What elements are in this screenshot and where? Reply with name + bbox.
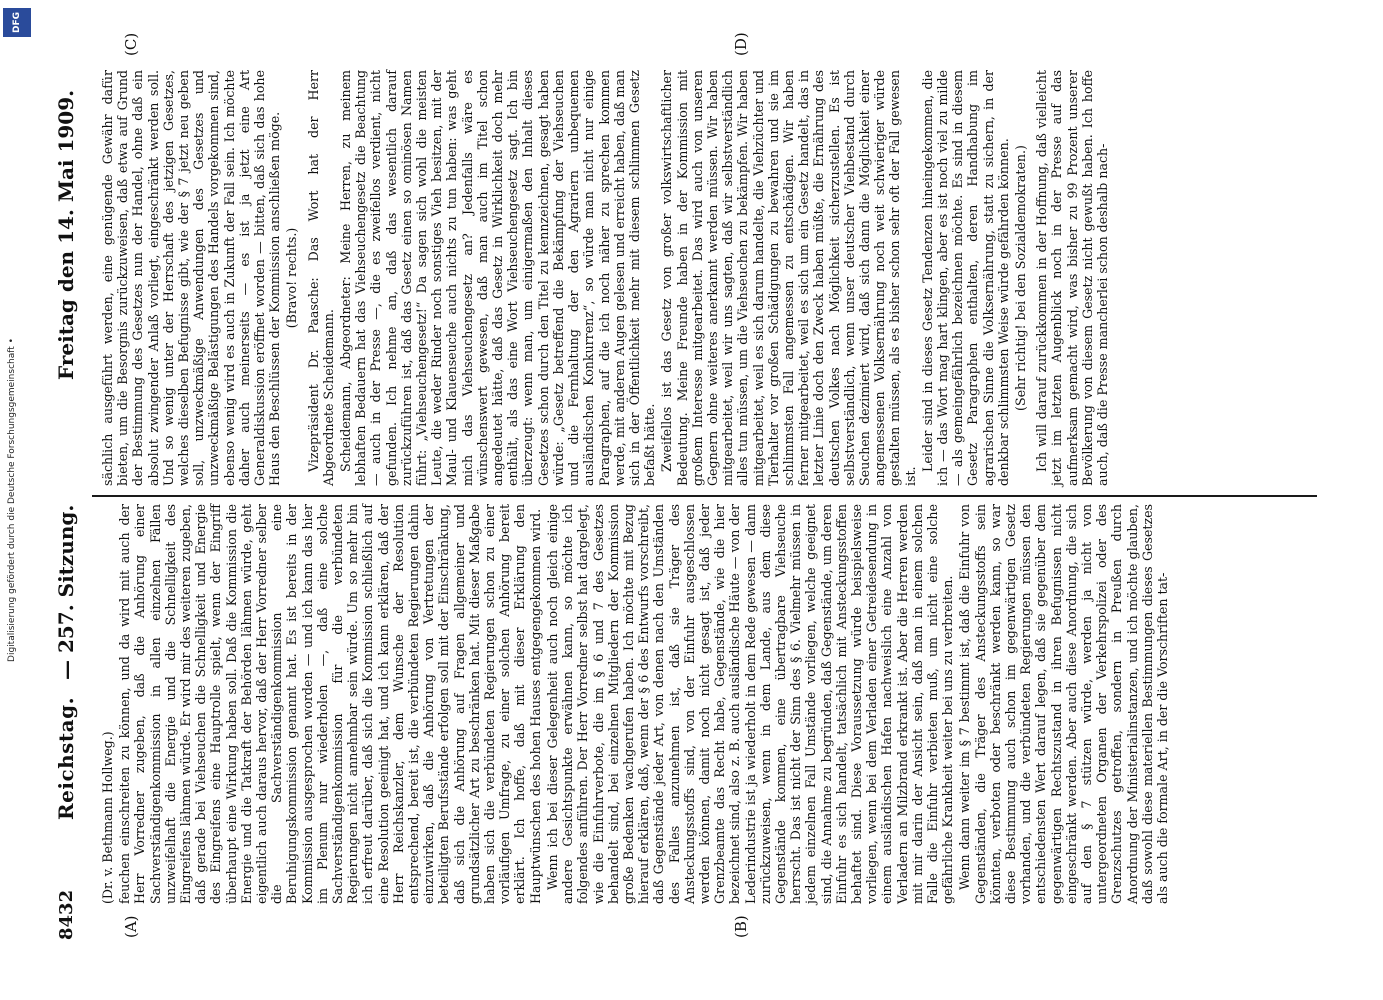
margin-marker-a: (A) (122, 915, 140, 938)
president-announcement: Vizepräsident Dr. Paasche: Das Wort hat der Herr Abgeordnete Scheidemann. (305, 70, 336, 486)
speech-paragraph: Zweifellos ist das Gesetz von großer volkswirtschaftlicher Bedeutung. Meine Freunde haben in der Kommission mit großem Interesse mitgearbeitet. Das wird auch von unseren Gegnern ohne weiteres anerkannt werden müssen. Wir haben mitgearbeitet, weil wir uns sagten, daß wir selbstverständlich alles tun müssen, um die Viehseuchen zu bekämpfen. Wir haben mitgearbeitet, weil es sich darum handelte, die Viehzüchter und Tierhalter vor großen Schädigungen zu bewahren und sie im schlimmsten Fall angemessen zu entschädigen. Wir haben ferner mitgearbeitet, weil es sich um ein Gesetz handelt, das in letzter Linie doch den Zweck haben müßte, die Ernährung des deutschen Volkes nach Möglichkeit sicherzustellen. Es ist selbstverständlich, wenn unser deutscher Viehbestand durch Seuchen dezimiert wird, daß sich dann die Möglichkeit einer angemessenen Volksernährung noch weit schwieriger würde gestalten müssen, als es bisher schon sehr oft der Fall gewesen ist. (659, 70, 918, 486)
digitization-credit (0, 0, 24, 1000)
page-number: 8432 (56, 889, 77, 940)
speech-paragraph: feuchen einschreiten zu können, und da wird mit auch der Herr Vorredner zugeben, daß die Anhörung einer Sachverständigenkommission in allen einzelnen Fällen unzweifelhaft die Energie und die Schnelligkeit des Eingreifens lähmen würde. Er wird mir des weiteren zugeben, daß gerade bei Viehseuchen die Schnelligkeit und Energie des Eingreifens eine Hauptrolle spielt, wenn der Eingriff überhaupt eine Wirkung haben soll. Daß die Kommission die Energie und die Tatkraft der Behörden lähmen würde, geht eigentlich auch daraus hervor, daß der Herr Vorredner selber die Sachverständigenkommission eine Beruhigungskommission genannt hat. Es ist bereits in der Kommission ausgesprochen worden — und ich kann das hier im Plenum nur wiederholen —, daß eine solche Sachverständigenkommission für die verbündeten Regierungen nicht annehmbar sein würde. Um so mehr bin ich erfreut darüber, daß sich die Kommission schließlich auf eine Resolution geeinigt hat, und ich kann erklären, daß der Herr Reichskanzler, dem Wunsche der Resolution entsprechend, bereit ist, die verbündeten Regierungen dahin einzuwirken, daß die Anhörung von Vertretungen der beteiligten Berufsstände erfolgen soll mit der Einschränkung, daß sich die Anhörung auf Fragen allgemeiner und grundsätzlicher Art zu beschränken hat. Mit dieser Maßgabe haben sich die verbündeten Regierungen schon zu einer vorläufigen Umfrage, zu einer solchen Anhörung bereit erklärt. Ich hoffe, daß mit dieser Erklärung den Hauptwünschen des hohen Hauses entgegengekommen wird. (117, 504, 543, 904)
speech-paragraph: Leider sind in dieses Gesetz Tendenzen hineingekommen, die ich — das Wort mag hart klingen, aber es ist noch viel zu milde — als gemeingefährlich bezeichnen möchte. Es sind in diesem Gesetz Paragraphen enthalten, deren Handhabung im agrarischen Sinne die Volksernährung, statt zu sichern, in der denkbar schlimmsten Weise würde gefährden können. (919, 70, 1011, 486)
right-text-column (100, 70, 1310, 486)
margin-marker-c: (C) (122, 32, 140, 56)
credit-text: Digitalisierung gefördert durch die Deutsche Forschungsgemeinschaft • (7, 338, 17, 662)
audience-reaction: (Sehr richtig! bei den Sozialdemokraten.) (1012, 145, 1028, 411)
left-text-column (100, 504, 1310, 904)
margin-marker-d: (D) (732, 32, 750, 56)
audience-reaction: (Bravo! rechts.) (284, 227, 300, 329)
margin-marker-b: (B) (732, 915, 750, 938)
speech-paragraph: Scheidemann, Abgeordneter: Meine Herren, zu meinem lebhaften Bedauern hat das Viehseuchengesetz die Beachtung — auch in der Presse —, die es zweifellos verdient, nicht gefunden. Ich nehme an, daß das wesentlich darauf zurückzuführen ist, daß das Gesetz einen so ominösen Namen führt: „Viehseuchengesetz!“ Da sagen sich wohl die meisten Leute, die weder Rinder noch sonstiges Vieh besitzen, mit der Maul- und Klauenseuche auch nichts zu tun haben: was geht mich das Viehseuchengesetz an? Jedenfalls wäre es wünschenswert gewesen, daß man auch im Titel schon angedeutet hätte, daß das Gesetz in Wirklichkeit doch mehr enthält, als das eine Wort Viehseuchengesetz sagt. Ich bin überzeugt: wenn man, um einigermaßen den Inhalt dieses Gesetzes schon durch den Titel zu kennzeichnen, gesagt haben würde: „Gesetz betreffend die Bekämpfung der Viehseuchen und die Fernhaltung der den Agrariern unbequemen ausländischen Konkurrenz“, so würde man nicht nur einige Paragraphen, auf die ich noch näher zu sprechen kommen werde, mit anderen Augen gelesen und erreicht haben, daß man sich in der Öffentlichkeit mehr mit diesem schlimmen Gesetz befaßt hätte. (338, 70, 658, 486)
dfg-logo: DFG (3, 8, 31, 37)
speaker-tag: (Dr. v. Bethmann Hollweg.) (100, 731, 115, 904)
speech-paragraph: sächlich ausgeführt werden, eine genügende Gewähr dafür bieten, um die Besorgnis zurückzuweisen, daß etwa auf Grund der Bestimmung des Gesetzes nun der Handel, ohne daß ein absolut zwingender Anlaß vorliegt, eingeschränkt werden soll. Und so wenig unter der Herrschaft des jetzigen Gesetzes, welches dieselben Befugnisse gibt, wie der § 7 jetzt neu geben soll, unzweckmäßige Anwendungen des Gesetzes und unzweckmäßige Belästigungen des Handels vorgekommen sind, ebenso wenig wird es auch in Zukunft der Fall sein. Ich möchte daher auch meinerseits — es ist ja jetzt eine Art Generaldiskussion eröffnet worden — bitten, daß sich das hohe Haus den Beschlüssen der Kommission anschließen möge. (100, 70, 283, 486)
session-date: Freitag den 14. Mai 1909. (54, 89, 78, 380)
publication-name: Reichstag. (54, 696, 78, 820)
session-number: — 257. Sitzung. (54, 504, 78, 680)
column-divider (92, 495, 1317, 497)
speech-paragraph: Ich will darauf zurückkommen in der Hoffnung, daß vielleicht jetzt im letzten Augenblick noch in der Presse auf das aufmerksam gemacht wird, was bisher zu 99 Prozent unserer Bevölkerung von diesem Gesetz nicht gewußt haben. Ich hoffe auch, daß die Presse mancherlei schon deshalb nach- (1034, 70, 1110, 486)
page-header (54, 50, 84, 940)
speech-paragraph: Wenn dann weiter im § 7 bestimmt ist, daß die Einfuhr von Gegenständen, die Träger des Ansteckungsstoffs sein könnten, verboten oder beschränkt werden kann, so war diese Bestimmung auch schon im gegenwärtigen Gesetz vorhanden, und die verbündeten Regierungen müssen den entschiedensten Wert darauf legen, daß sie gegenüber dem gegenwärtigen Rechtszustand in ihren Befugnissen nicht eingeschränkt werden. Aber auch diese Anordnung, die sich auf den § 7 stützen würde, werden ja nicht von untergeordneten Organen der Verkehrspolizei oder des Grenzschutzes getroffen, sondern in Preußen durch Anordnung der Ministerialinstanzen, und ich möchte glauben, daß sowohl diese materiellen Bestimmungen dieses Gesetzes als auch die formale Art, in der die Vorschriften tat- (957, 504, 1171, 904)
speech-paragraph: Wenn ich bei dieser Gelegenheit auch noch gleich einige andere Gesichtspunkte erwähnen kann, so möchte ich folgendes anführen. Der Herr Vorredner selbst hat dargelegt, wie die Einfuhrverbote, die im § 6 und 7 des Gesetzes behandelt sind, bei einzelnen Mitgliedern der Kommission große Bedenken wachgerufen haben. Ich möchte mit Bezug hierauf erklären, daß, wenn der § 6 des Entwurfs vorschreibt, daß Gegenstände jeder Art, von denen nach den Umständen des Falles anzunehmen ist, daß sie Träger des Ansteckungsstoffs sind, von der Einfuhr ausgeschlossen werden können, damit noch nicht gesagt ist, daß jeder Grenzbeamte das Recht habe, Gegenstände, wie die hier bezeichnet sind, also z. B. auch ausländische Häute — von der Lederindustrie ist ja wiederholt in dem Rede gewesen — dann zurückzuweisen, wenn in dem Lande, aus dem diese Gegenstände kommen, eine übertragbare Viehseuche herrscht. Das ist nicht der Sinn des § 6. Vielmehr müssen in jedem einzelnen Fall Umstände vorliegen, welche geeignet sind, die Annahme zu begründen, daß Gegenstände, um deren Einfuhr es sich handelt, tatsächlich mit Ansteckungsstoffen behaftet sind. Diese Voraussetzung würde beispielsweise vorliegen, wenn bei dem Verladen einer Getreidesendung in einem ausländischen Hafen nachweislich eine Anzahl von Verladern an Milzbrand erkrankt ist. Aber die Herren werden mit mir darin der Ansicht sein, daß man in einem solchen Falle die Einfuhr verbieten muß, um nicht eine solche gefährliche Krankheit weiter bei uns zu verbreiten. (544, 504, 956, 904)
